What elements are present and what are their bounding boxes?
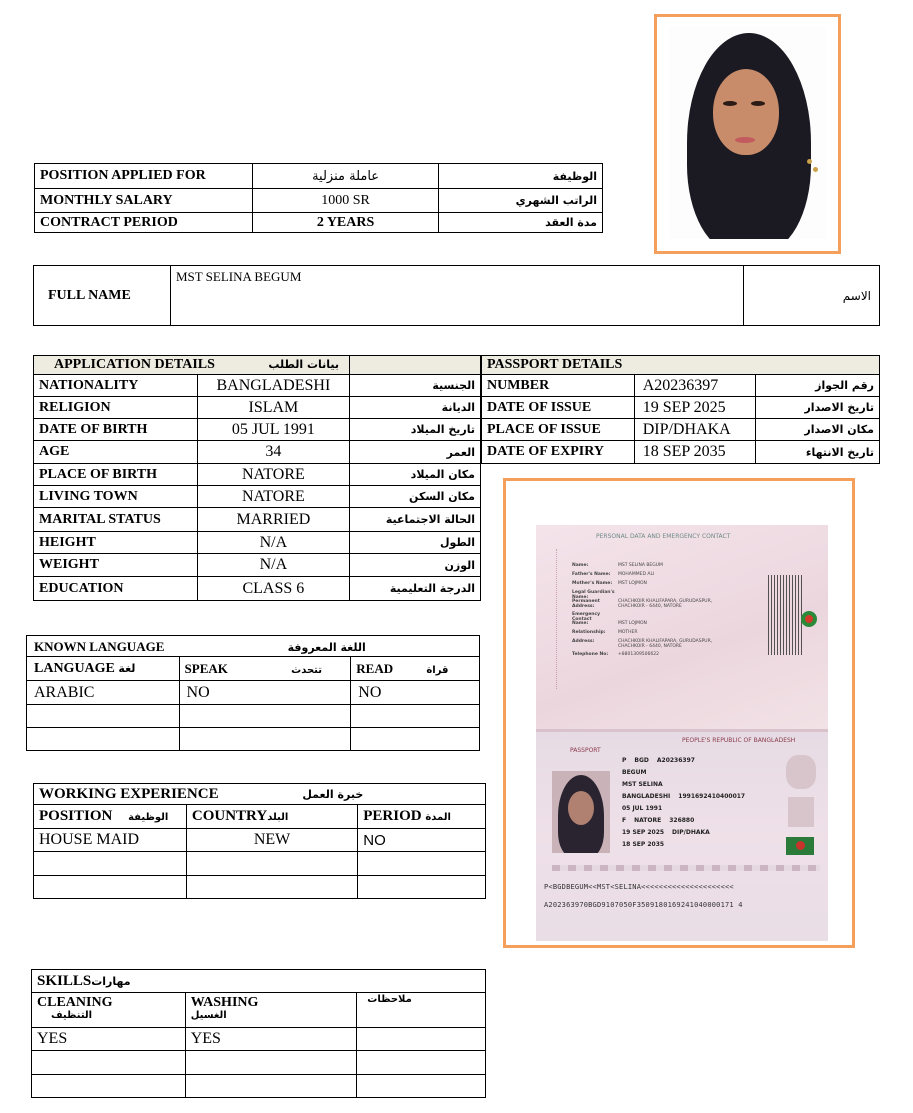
field-label: WEIGHT	[34, 554, 198, 577]
table-row	[34, 876, 486, 899]
field-label: RELIGION	[34, 397, 198, 419]
table-row	[27, 705, 480, 728]
field-label: EDUCATION	[34, 577, 198, 601]
field-label: LIVING TOWN	[34, 486, 198, 508]
scan-holder-photo	[552, 771, 610, 853]
col-washing: WASHING	[190, 995, 259, 1010]
col-country: COUNTRY	[191, 808, 268, 824]
position-cell: HOUSE MAID	[34, 829, 187, 852]
col-washing-ar: الغسيل	[190, 1010, 227, 1022]
scan-field	[572, 652, 762, 661]
field-label-ar: تاريخ الميلاد	[349, 419, 480, 441]
table-row	[34, 419, 481, 441]
field-value: 2 YEARS	[252, 213, 439, 233]
scan-data-row	[622, 813, 772, 825]
passport-header: PASSPORT DETAILS	[482, 356, 880, 375]
field-label: PLACE OF ISSUE	[482, 419, 635, 441]
table-row	[34, 852, 486, 876]
scan-authority: DIP/DHAKA	[672, 829, 710, 837]
table-row	[32, 1051, 486, 1075]
field-label-ar: الوزن	[349, 554, 480, 577]
col-speak: SPEAK	[184, 660, 228, 676]
table-row	[34, 486, 481, 508]
language-cell: ARABIC	[27, 681, 180, 705]
scan-passport-word: PASSPORT	[570, 747, 601, 754]
scan-field	[572, 581, 762, 590]
col-speak-ar: تتحدث	[291, 664, 323, 676]
field-value: N/A	[197, 554, 349, 577]
table-row	[482, 397, 880, 419]
scan-data-row	[622, 777, 772, 789]
col-period: PERIOD	[363, 808, 422, 824]
scan-country-header: PEOPLE'S REPUBLIC OF BANGLADESH	[682, 737, 796, 744]
scan-data-row	[622, 765, 772, 777]
application-details-table	[33, 355, 481, 601]
field-label-ar: مكان الاصدار	[756, 419, 880, 441]
col-read: READ	[356, 660, 394, 676]
col-notes-ar: ملاحظات	[367, 994, 412, 1005]
scan-birthplace: NATORE	[634, 817, 662, 825]
scan-field-key: Name:	[572, 621, 589, 626]
field-value: CLASS 6	[197, 577, 349, 601]
field-value: DIP/DHAKA	[634, 419, 756, 441]
application-header: APPLICATION DETAILS	[54, 357, 215, 372]
full-name-label-ar: الاسم	[744, 266, 880, 326]
scan-field	[572, 599, 762, 612]
language-title: KNOWN LANGUAGE	[34, 638, 165, 654]
scan-field-value: CHACHKOIR KHALIFAPARA, GURUDASPUR, CHACHKOIR - 6440, NATORE	[618, 599, 713, 609]
country-cell: NEW	[186, 829, 357, 852]
field-label: POSITION APPLIED FOR	[35, 164, 253, 189]
full-name-table	[33, 265, 880, 326]
scan-field	[572, 612, 762, 621]
scan-data-row	[622, 801, 772, 813]
table-row	[32, 1075, 486, 1098]
washing-cell: YES	[185, 1028, 357, 1051]
field-label: DATE OF ISSUE	[482, 397, 635, 419]
field-value: MARRIED	[197, 508, 349, 532]
field-value: A20236397	[634, 375, 756, 397]
language-title-ar: اللغة المعروفة	[287, 640, 366, 654]
field-value: 18 SEP 2035	[634, 441, 756, 464]
table-row	[34, 577, 481, 601]
field-label-ar: الراتب الشهري	[439, 189, 603, 213]
table-row	[34, 829, 486, 852]
field-label-ar: الديانة	[349, 397, 480, 419]
cleaning-cell: YES	[32, 1028, 186, 1051]
scan-data-row	[622, 837, 772, 849]
skills-title: SKILLS	[37, 972, 92, 989]
field-label-ar: مكان السكن	[349, 486, 480, 508]
experience-title-ar: خبرة العمل	[302, 787, 364, 801]
field-label: MARITAL STATUS	[34, 508, 198, 532]
speak-cell: NO	[179, 681, 351, 705]
scan-field-key: Permanent Address:	[572, 599, 600, 609]
scan-field	[572, 572, 762, 581]
scan-field	[572, 630, 762, 639]
table-row	[482, 419, 880, 441]
scan-given: MST SELINA	[622, 781, 663, 789]
scan-code: BGD	[634, 757, 649, 765]
col-period-ar: المدة	[425, 812, 451, 823]
scan-field-value: MOHAMMED ALI	[618, 572, 655, 577]
scan-field-value: MST SELINA BEGUM	[618, 563, 663, 568]
application-header-ar: بيانات الطلب	[268, 358, 340, 371]
field-label: NUMBER	[482, 375, 635, 397]
scan-doe: 18 SEP 2035	[622, 841, 665, 849]
field-value: N/A	[197, 532, 349, 554]
field-value: 19 SEP 2025	[634, 397, 756, 419]
position-table	[34, 163, 603, 233]
col-position-ar: الوظيفة	[128, 812, 169, 823]
scan-field	[572, 563, 762, 572]
field-label-ar: مدة العقد	[439, 213, 603, 233]
scan-field-key: Address:	[572, 639, 595, 644]
table-row	[34, 464, 481, 486]
field-label: PLACE OF BIRTH	[34, 464, 198, 486]
scan-type: P	[622, 757, 627, 765]
scan-ghost-photo-2	[788, 797, 814, 827]
scan-surname: BEGUM	[622, 769, 647, 777]
field-label: CONTRACT PERIOD	[35, 213, 253, 233]
field-label: DATE OF BIRTH	[34, 419, 198, 441]
field-label: DATE OF EXPIRY	[482, 441, 635, 464]
scan-field-key: Relationship:	[572, 630, 606, 635]
scan-mrz-2: A202363970BGD9107050F3509180169241040000171 4	[544, 901, 743, 909]
scan-field-value: MOTHER	[618, 630, 638, 635]
working-experience-table	[33, 783, 486, 899]
field-label-ar: العمر	[349, 441, 480, 464]
table-row	[27, 728, 480, 751]
scan-data-row	[622, 789, 772, 801]
field-value: 34	[197, 441, 349, 464]
field-label-ar: رقم الجواز	[756, 375, 880, 397]
col-cleaning-ar: التنظيف	[51, 1010, 93, 1022]
full-name-label: FULL NAME	[34, 266, 171, 326]
scan-field	[572, 639, 762, 652]
scan-field-key: Legal Guardian's Name:	[572, 590, 615, 600]
scan-field-key: Emergency Contact	[572, 612, 601, 622]
field-label-ar: مكان الميلاد	[349, 464, 480, 486]
field-label-ar: الوظيفة	[439, 164, 603, 189]
col-language-ar: لغة	[118, 661, 136, 675]
skills-title-ar: مهارات	[91, 974, 131, 988]
field-label-ar: الطول	[349, 532, 480, 554]
scan-field-key: Mother's Name:	[572, 581, 613, 586]
scan-field-value: +8801309506622	[618, 652, 659, 657]
scan-data-row	[622, 825, 772, 837]
table-row	[34, 397, 481, 419]
field-label: AGE	[34, 441, 198, 464]
field-value: 1000 SR	[252, 189, 439, 213]
field-value: 05 JUL 1991	[197, 419, 349, 441]
field-label: MONTHLY SALARY	[35, 189, 253, 213]
col-language: LANGUAGE	[34, 660, 115, 676]
period-cell: NO	[358, 829, 486, 852]
table-row	[32, 1028, 486, 1051]
field-label-ar: الحالة الاجتماعية	[349, 508, 480, 532]
scan-prev-passport: 326880	[669, 817, 695, 825]
field-value: NATORE	[197, 464, 349, 486]
field-value: BANGLADESHI	[197, 375, 349, 397]
table-row	[35, 164, 603, 189]
field-value: عاملة منزلية	[252, 164, 439, 189]
known-language-table	[26, 635, 480, 751]
scan-number: A20236397	[656, 757, 695, 765]
scan-field-value: MST LOJMON	[618, 581, 647, 586]
scan-field-key: Telephone No:	[572, 652, 609, 657]
applicant-photo	[654, 14, 841, 254]
passport-details-table	[481, 355, 880, 464]
scan-field-value	[618, 612, 738, 621]
col-read-ar: قراة	[426, 664, 449, 676]
field-label-ar: تاريخ الاصدار	[756, 397, 880, 419]
skills-table	[31, 969, 486, 1098]
scan-nationality: BANGLADESHI	[622, 793, 671, 801]
table-row	[482, 441, 880, 464]
passport-scan	[503, 478, 855, 948]
col-position: POSITION	[39, 808, 113, 824]
scan-field-value	[618, 590, 738, 599]
scan-field-value: MST LOJMON	[618, 621, 647, 626]
field-label: HEIGHT	[34, 532, 198, 554]
table-row	[34, 441, 481, 464]
scan-field-value: CHACHKOIR KHALIFAPARA, GURUDASPUR, CHACHKOIR - 6440, NATORE	[618, 639, 713, 649]
col-cleaning: CLEANING	[37, 995, 113, 1010]
table-row	[35, 189, 603, 213]
scan-sex: F	[622, 817, 627, 825]
table-row	[34, 554, 481, 577]
scan-field	[572, 621, 762, 630]
scan-doi: 19 SEP 2025	[622, 829, 665, 837]
scan-field	[572, 590, 762, 599]
scan-personal-no: 1991692410400017	[678, 793, 746, 801]
experience-title: WORKING EXPERIENCE	[39, 785, 219, 802]
table-row	[482, 375, 880, 397]
table-row	[27, 681, 480, 705]
field-value: NATORE	[197, 486, 349, 508]
scan-dob: 05 JUL 1991	[622, 805, 663, 813]
table-row	[34, 532, 481, 554]
scan-top-title: PERSONAL DATA AND EMERGENCY CONTACT	[596, 533, 731, 540]
col-country-ar: البلد	[267, 812, 289, 823]
field-label: NATIONALITY	[34, 375, 198, 397]
scan-mrz-1: P<BGDBEGUM<<MST<SELINA<<<<<<<<<<<<<<<<<<<<<	[544, 883, 734, 891]
table-row	[34, 375, 481, 397]
field-value: ISLAM	[197, 397, 349, 419]
field-label-ar: تاريخ الانتهاء	[756, 441, 880, 464]
table-row	[35, 213, 603, 233]
table-row	[34, 508, 481, 532]
scan-data-row	[622, 753, 772, 765]
scan-ghost-photo	[786, 755, 816, 789]
read-cell: NO	[351, 681, 480, 705]
scan-field-key: Name:	[572, 563, 589, 568]
full-name-value: MST SELINA BEGUM	[170, 266, 743, 326]
scan-field-key: Father's Name:	[572, 572, 611, 577]
field-label-ar: الدرجة التعليمية	[349, 577, 480, 601]
field-label-ar: الجنسية	[349, 375, 480, 397]
